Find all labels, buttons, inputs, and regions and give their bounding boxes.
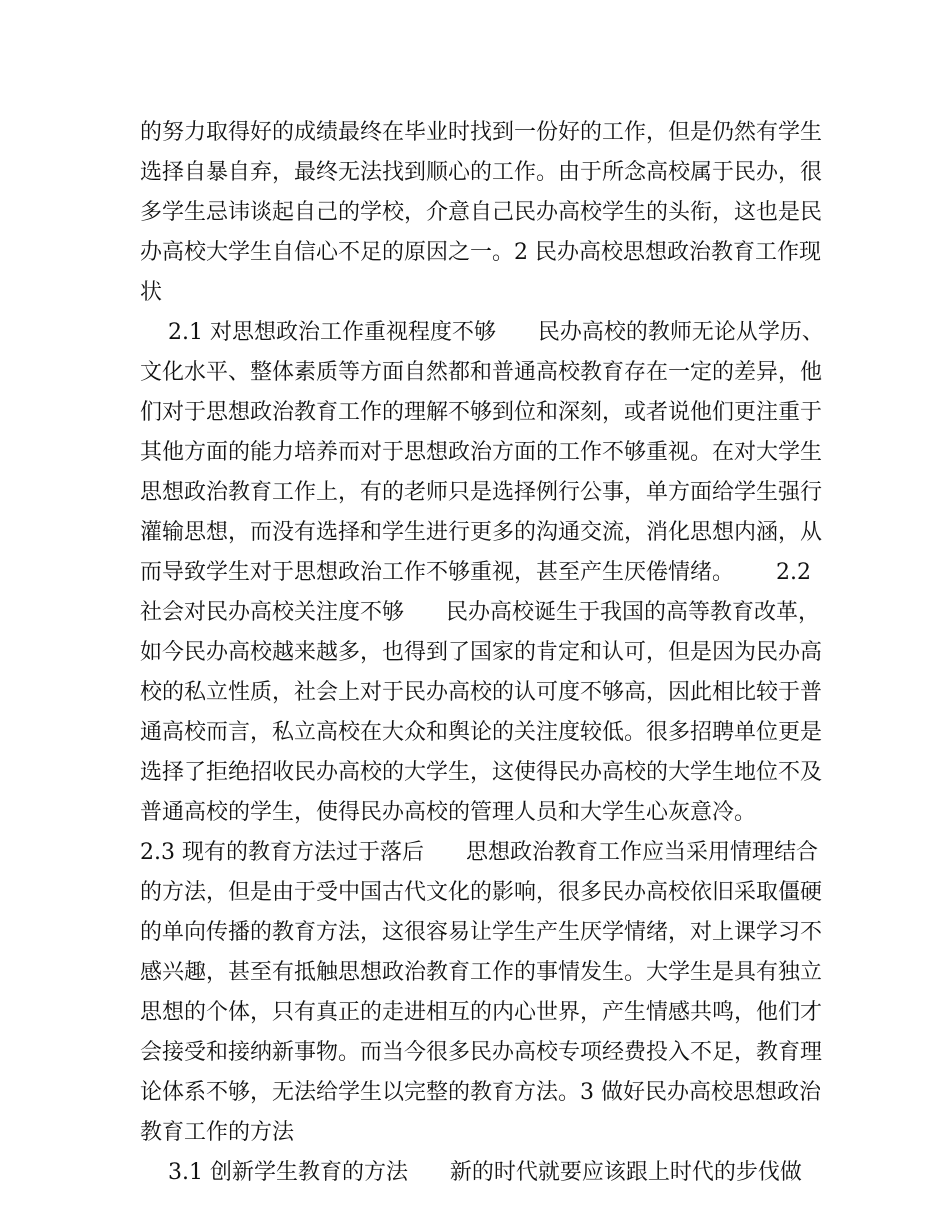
text-line: 其他方面的能力培养而对于思想政治方面的工作不够重视。在对大学生 [140,440,823,465]
section-heading-line: 3.1 创新学生教育的方法 新的时代就要应该跟上时代的步伐做 [140,1160,802,1185]
text-line: 多学生忌讳谈起自己的学校，介意自己民办高校学生的头衔，这也是民 [140,200,823,225]
section-heading-line: 2.3 现有的教育方法过于落后 思想政治教育工作应当采用情理结合 [140,840,818,865]
text-line: 们对于思想政治教育工作的理解不够到位和深刻，或者说他们更注重于 [140,400,823,425]
section-heading-line: 社会对民办高校关注度不够 民办高校诞生于我国的高等教育改革， [140,600,820,625]
text-line: 思想的个体，只有真正的走进相互的内心世界，产生情感共鸣，他们才 [140,1000,823,1025]
text-line: 选择了拒绝招收民办高校的大学生，这使得民办高校的大学生地位不及 [140,760,823,785]
text-line: 选择自暴自弃，最终无法找到顺心的工作。由于所念高校属于民办，很 [140,160,823,185]
text-line: 论体系不够，无法给学生以完整的教育方法。3 做好民办高校思想政治 [140,1080,821,1105]
text-line: 普通高校的学生，使得民办高校的管理人员和大学生心灰意冷。 [140,800,757,825]
text-line: 文化水平、整体素质等方面自然都和普通高校教育存在一定的差异，他 [140,360,823,385]
text-line: 的努力取得好的成绩最终在毕业时找到一份好的工作，但是仍然有学生 [140,120,823,145]
section-heading-line: 2.1 对思想政治工作重视程度不够 民办高校的教师无论从学历、 [140,320,824,345]
text-line: 感兴趣，甚至有抵触思想政治教育工作的事情发生。大学生是具有独立 [140,960,823,985]
text-line: 思想政治教育工作上，有的老师只是选择例行公事，单方面给学生强行 [140,480,823,505]
text-line: 校的私立性质，社会上对于民办高校的认可度不够高，因此相比较于普 [140,680,823,705]
text-line: 的方法，但是由于受中国古代文化的影响，很多民办高校依旧采取僵硬 [140,880,823,905]
text-line: 而导致学生对于思想政治工作不够重视，甚至产生厌倦情绪。 2.2 [140,560,811,585]
text-line: 会接受和接纳新事物。而当今很多民办高校专项经费投入不足，教育理 [140,1040,823,1065]
text-line: 状 [140,280,163,305]
text-line: 灌输思想，而没有选择和学生进行更多的沟通交流，消化思想内涵，从 [140,520,823,545]
text-line: 教育工作的方法 [140,1120,295,1145]
text-line: 如今民办高校越来越多，也得到了国家的肯定和认可，但是因为民办高 [140,640,823,665]
text-line: 办高校大学生自信心不足的原因之一。2 民办高校思想政治教育工作现 [140,240,821,265]
text-line: 通高校而言，私立高校在大众和舆论的关注度较低。很多招聘单位更是 [140,720,823,745]
text-line: 的单向传播的教育方法，这很容易让学生产生厌学情绪，对上课学习不 [140,920,823,945]
